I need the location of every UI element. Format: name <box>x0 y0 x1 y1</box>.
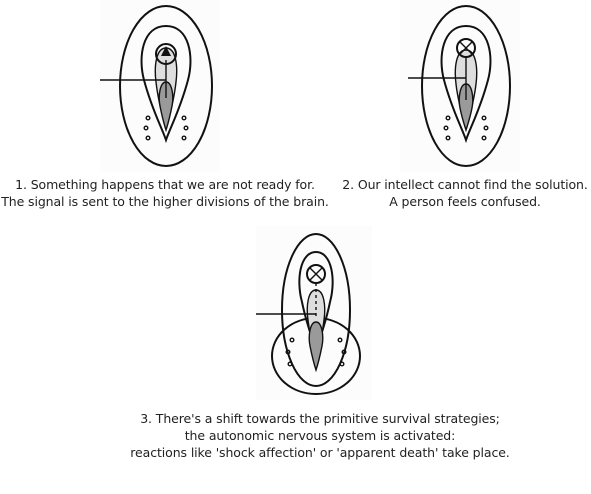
brain-diagram-1 <box>100 0 220 172</box>
caption-3 <box>100 410 540 461</box>
caption-2 <box>340 176 590 210</box>
caption-3-line-2: the autonomic nervous system is activated: <box>184 428 456 443</box>
caption-3-line-1: 3. There's a shift towards the primitive survival strategies; <box>140 411 500 426</box>
caption-1 <box>0 176 330 210</box>
dots-right <box>182 116 188 140</box>
caption-2-line-2: A person feels confused. <box>389 194 541 209</box>
dots-left <box>444 116 450 140</box>
dark-core <box>309 322 323 370</box>
dots-left <box>144 116 150 140</box>
brain-diagram-2 <box>400 0 520 172</box>
brain-diagram-3 <box>256 226 372 400</box>
caption-3-line-3: reactions like 'shock affection' or 'apparent death' take place. <box>130 445 510 460</box>
caption-1-line-2: The signal is sent to the higher divisions of the brain. <box>1 194 329 209</box>
crossed-circle-icon <box>307 265 325 283</box>
dots-right <box>482 116 488 140</box>
caption-1-line-1: 1. Something happens that we are not ready for. <box>15 177 315 192</box>
caption-2-line-1: 2. Our intellect cannot find the solution. <box>342 177 588 192</box>
